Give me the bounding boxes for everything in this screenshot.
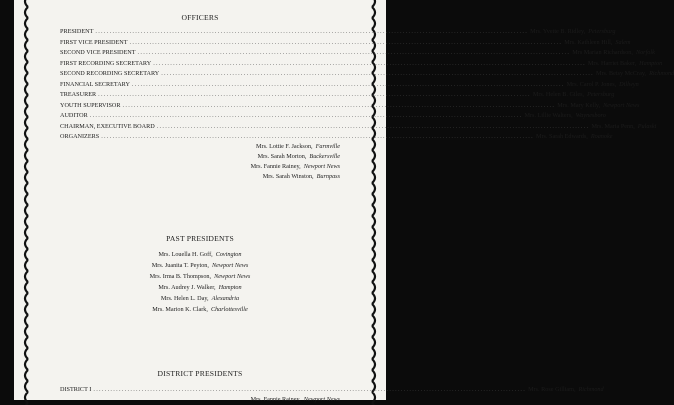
officer-row — [60, 38, 631, 48]
officer-row — [60, 132, 613, 142]
district-row — [60, 385, 604, 395]
officer-name: Mrs. Lillie Walters, Waynesboro — [524, 112, 606, 119]
officer-place: Dillwyn — [619, 80, 639, 88]
officer-name: Mrs. Helen B. Giles, Petersburg — [532, 91, 615, 98]
left-decorative-border — [20, 0, 32, 400]
past-presidents-heading: PAST PRESIDENTS — [166, 234, 234, 243]
officer-place: Waynesboro — [575, 112, 606, 119]
officer-place: Petersburg — [587, 91, 615, 98]
officer-row — [60, 27, 616, 37]
officer-name: Mrs. Mary Kelly, Newport News — [557, 101, 640, 109]
officer-role: AUDITOR — [60, 112, 88, 119]
past-president-item: Mrs. Louella H. Goff, Covington — [158, 251, 242, 258]
officer-place: Norfolk — [635, 49, 655, 56]
officer-place: Newport News — [603, 101, 640, 109]
officer-role: SECOND RECORDING SECRETARY — [60, 70, 160, 77]
past-president-item: Mrs. Irma B. Thompson, Newport News — [149, 273, 251, 280]
district-president-extra: Mrs. Fannie Rainey, Newport News — [250, 396, 340, 403]
officer-role: FIRST RECORDING SECRETARY — [60, 59, 152, 67]
leader-dots: ........................................................................................................................................................ — [122, 101, 556, 109]
organizer-entry: Mrs. Sarah Winston, Burnpass — [262, 173, 340, 180]
leader-dots: ........................................................................................................................................................ — [98, 91, 531, 98]
officer-place: Petersburg — [588, 28, 616, 35]
officer-role: TREASURER — [60, 91, 97, 98]
leader-dots: ........................................................................................................................................................ — [93, 386, 527, 393]
officer-role: CHAIRMAN, EXECUTIVE BOARD — [60, 122, 155, 130]
officer-name: Mrs. Yvette B. Ridley, Petersburg — [530, 28, 616, 35]
officer-name: Mrs. Carol P. Jones, Dillwyn — [566, 80, 639, 88]
district-presidents-heading: DISTRICT PRESIDENTS — [157, 369, 243, 378]
leader-dots: ........................................................................................................................................................ — [101, 133, 534, 140]
officer-place: Pulaski — [637, 122, 657, 130]
document-page — [14, 0, 674, 403]
officer-role: SECOND VICE PRESIDENT — [60, 49, 136, 56]
officer-role: FINANCIAL SECRETARY — [60, 80, 130, 88]
officer-place: Richmond — [649, 70, 674, 77]
organizer-entry: Mrs. Fannie Rainey, Newport News — [250, 163, 340, 170]
officer-row — [60, 111, 606, 121]
officer-role: PRESIDENT — [60, 28, 94, 35]
leader-dots: ........................................................................................................................................................ — [129, 38, 563, 46]
officer-row — [60, 80, 639, 90]
officer-name: Mrs. Sarah Edwards, Roanoke — [535, 133, 613, 140]
leader-dots: ........................................................................................................................................................ — [161, 70, 594, 77]
officer-name: Mrs. Harriet Baker, Hampton — [587, 59, 663, 67]
border-scroll-ornament — [25, 0, 28, 405]
past-president-item: Mrs. Juanita T. Peyton, Newport News — [151, 262, 249, 269]
leader-dots: ........................................................................................................................................................ — [95, 28, 529, 35]
district-president-name: Mrs. Rose Gilliam, Richmond — [528, 386, 604, 393]
leader-dots: ........................................................................................................................................................ — [137, 49, 571, 56]
past-president-item: Mrs. Audrey J. Walker, Hampton — [158, 284, 242, 291]
leader-dots: ........................................................................................................................................................ — [89, 112, 523, 119]
officer-role: ORGANIZERS — [60, 133, 100, 140]
officer-row — [60, 90, 615, 100]
organizer-entry: Mrs. Sarah Morton, Buckersville — [257, 153, 340, 160]
leader-dots: ........................................................................................................................................................ — [153, 59, 586, 67]
officers-heading: OFFICERS — [181, 13, 219, 22]
leader-dots: ........................................................................................................................................................ — [131, 80, 565, 88]
officer-role: FIRST VICE PRESIDENT — [60, 38, 128, 46]
officer-row — [60, 48, 655, 58]
officer-name: Mrs Marian Richardson, Norfolk — [572, 49, 655, 56]
officer-role: YOUTH SUPERVISOR — [60, 101, 121, 109]
officer-name: Mrs. Betsy McCray, Richmond — [595, 70, 674, 77]
officer-place: Hampton — [639, 59, 663, 67]
organizer-entry: Mrs. Lottie F. Jackson, Farmville — [256, 143, 340, 150]
district-label: DISTRICT I — [60, 386, 92, 393]
officer-place: Salem — [615, 38, 631, 46]
past-president-item: Mrs. Marion K. Clark, Charlottesville — [152, 306, 248, 313]
officer-row — [60, 69, 674, 79]
officer-row — [60, 101, 640, 111]
officer-row — [60, 122, 657, 132]
leader-dots: ........................................................................................................................................................ — [156, 122, 590, 130]
officer-row — [60, 59, 663, 69]
officer-place: Roanoke — [590, 133, 613, 140]
past-president-item: Mrs. Helen L. Day, Alexandria — [160, 295, 240, 302]
officer-name: Mrs. Maria Penn, Pulaski — [591, 122, 657, 130]
officer-name: Mrs. Kathleen Hill, Salem — [564, 38, 631, 46]
